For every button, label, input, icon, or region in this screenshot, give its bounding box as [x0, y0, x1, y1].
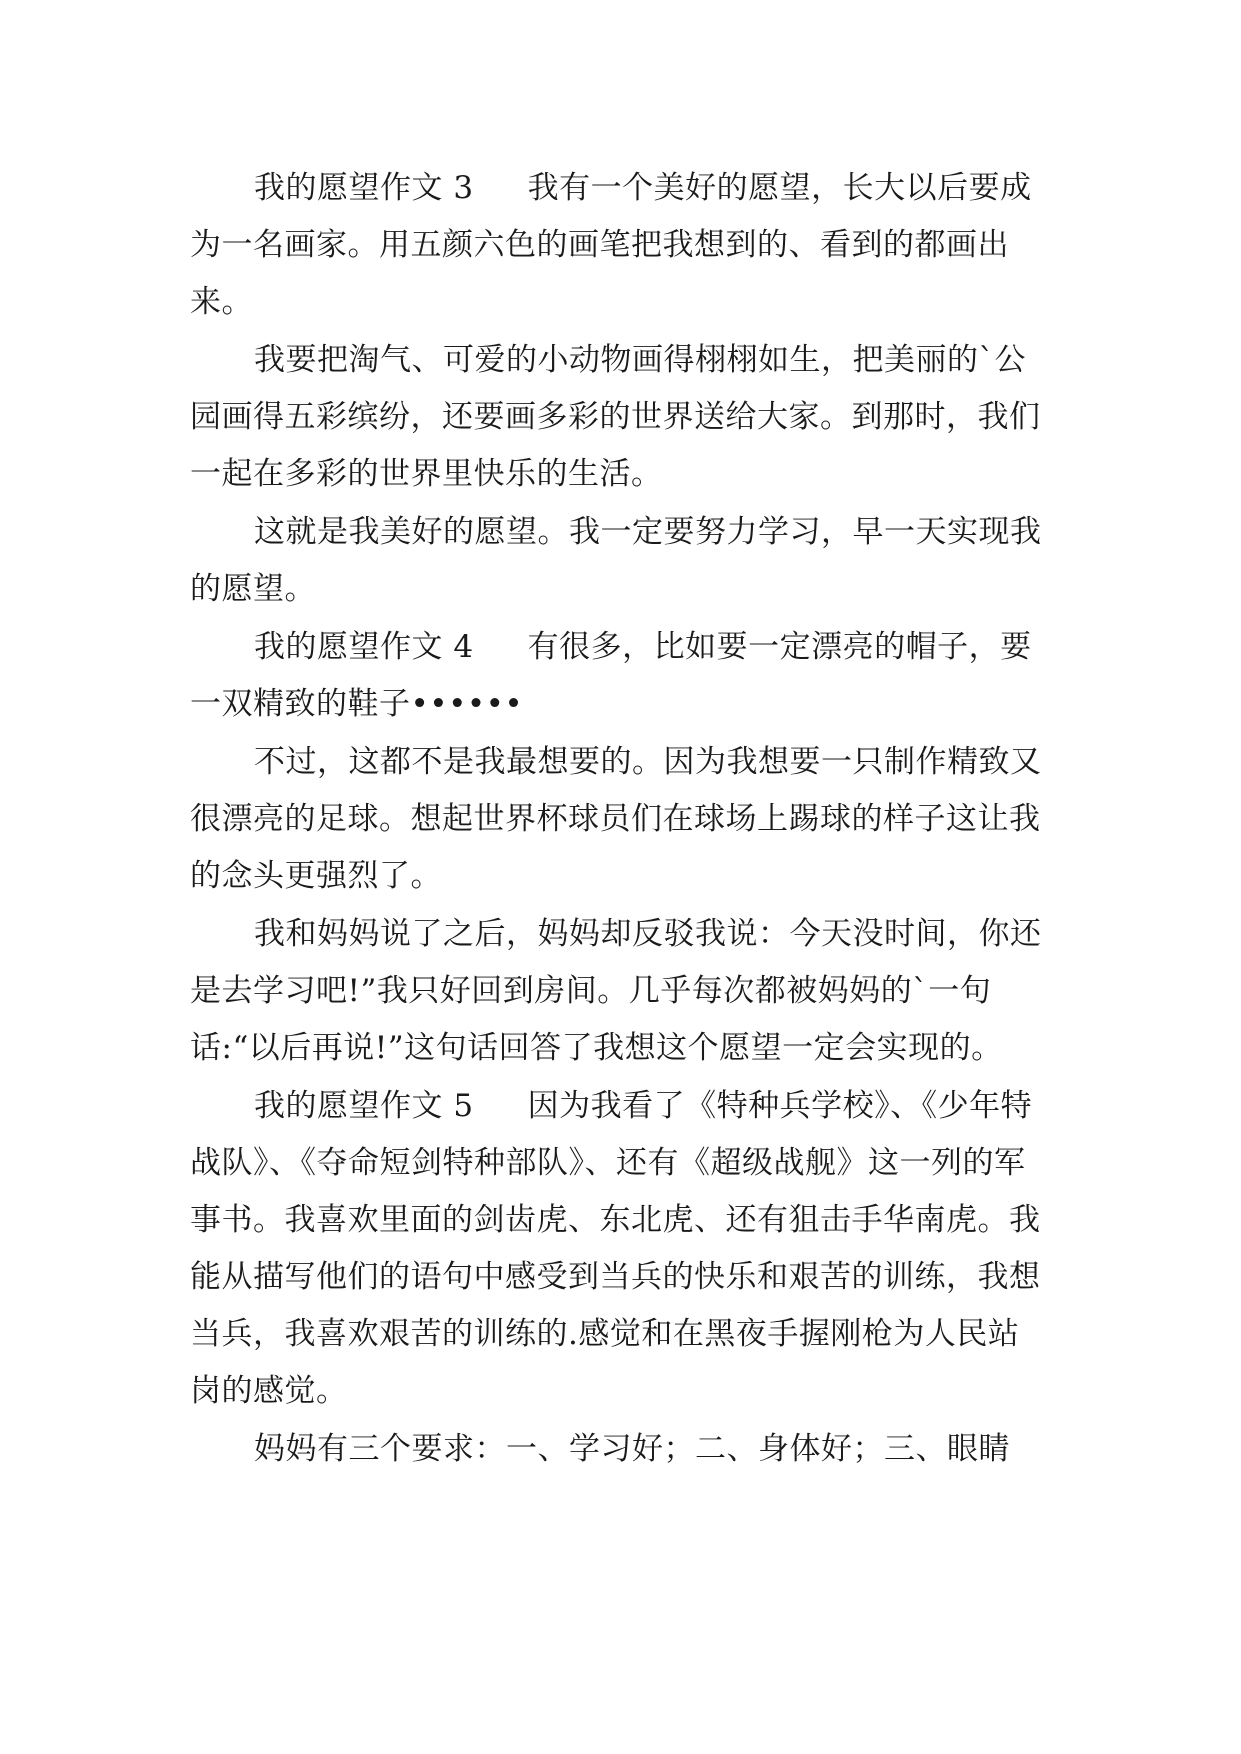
- paragraph-text: 因为我看了《特种兵学校》、《少年特战队》、《夺命短剑特种部队》、还有《超级战舰》这一列的军事书。我喜欢里面的剑齿虎、东北虎、还有狙击手华南虎。我能从描写他们的语句中感受到当兵的快乐和艰苦的训练，我想当兵，我喜欢艰苦的训练的.感觉和在黑夜手握刚枪为人民站岗的感觉。: [190, 1088, 1041, 1409]
- paragraph: [190, 504, 1050, 618]
- paragraph-text: 我有一个美好的愿望，长大以后要成为一名画家。用五颜六色的画笔把我想到的、看到的都画出来。: [190, 170, 1032, 320]
- paragraph-text: 这就是我美好的愿望。我一定要努力学习，早一天实现我的愿望。: [190, 514, 1042, 607]
- paragraph-text: 妈妈有三个要求：一、学习好；二、身体好；三、眼睛: [254, 1431, 1010, 1467]
- paragraph: [190, 160, 1050, 331]
- essay-heading: 我的愿望作文 4: [254, 629, 474, 665]
- paragraph: [190, 332, 1050, 503]
- paragraph-text: 我要把淘气、可爱的小动物画得栩栩如生，把美丽的`公园画得五彩缤纷，还要画多彩的世界送给大家。到那时，我们一起在多彩的世界里快乐的生活。: [190, 342, 1041, 492]
- paragraph: [190, 1421, 1050, 1478]
- paragraph-text: 有很多，比如要一定漂亮的帽子，要一双精致的鞋子••••••: [190, 629, 1032, 722]
- paragraph: [190, 1078, 1050, 1420]
- essay-heading: 我的愿望作文 3: [254, 170, 474, 206]
- essay-heading: 我的愿望作文 5: [254, 1088, 474, 1124]
- paragraph: [190, 619, 1050, 733]
- paragraph-text: 我和妈妈说了之后，妈妈却反驳我说：今天没时间，你还是去学习吧!”我只好回到房间。几乎每次都被妈妈的`一句话:“以后再说!”这句话回答了我想这个愿望一定会实现的。: [190, 916, 1042, 1066]
- document-body: [190, 160, 1050, 1479]
- paragraph: [190, 906, 1050, 1077]
- paragraph: [190, 734, 1050, 905]
- paragraph-text: 不过，这都不是我最想要的。因为我想要一只制作精致又很漂亮的足球。想起世界杯球员们在球场上踢球的样子这让我的念头更强烈了。: [190, 744, 1042, 894]
